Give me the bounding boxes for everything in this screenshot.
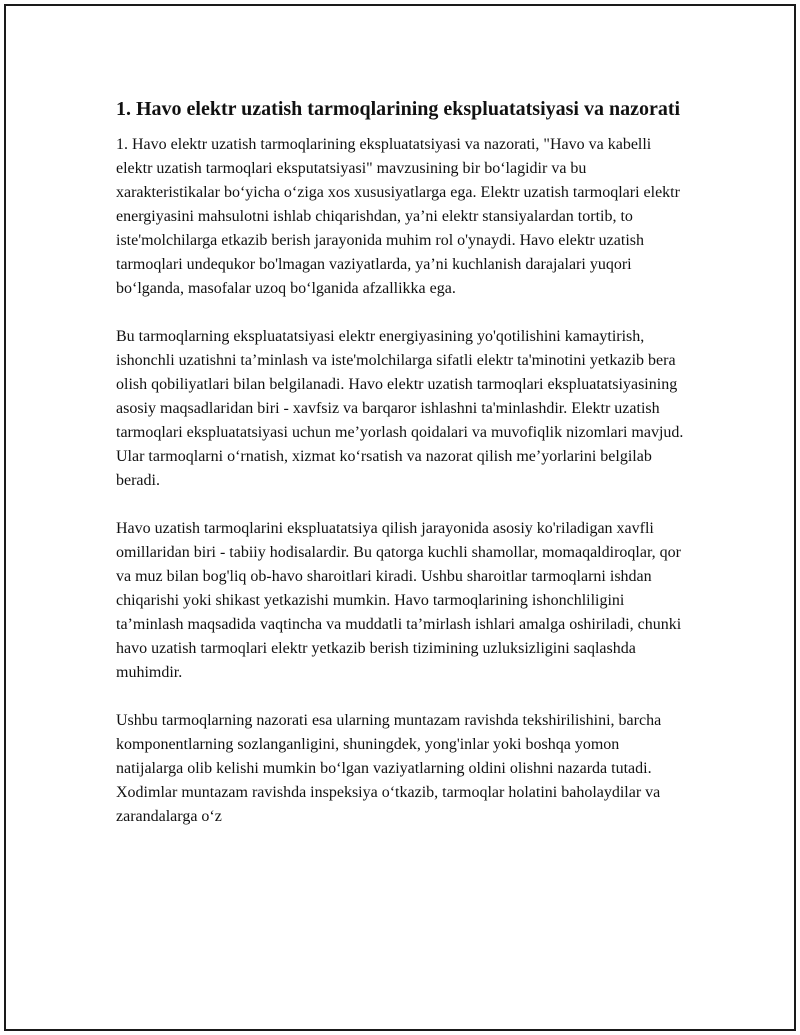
document-body (116, 96, 688, 853)
document-title: 1. Havo elektr uzatish tarmoqlarining ekspluatatsiyasi va nazorati (116, 98, 681, 120)
paragraph-1: 1. Havo elektr uzatish tarmoqlarining ekspluatatsiyasi va nazorati, "Havo va kabelli elektr uzatish tarmoqlari eksputatsiyasi" mavzusining bir bo‘lagidir va bu xarakteristikalar bo‘yicha o‘ziga xos xususiyatlarga ega. Elektr uzatish tarmoqlari elektr energiyasini mahsulotni ishlab chiqarishdan, ya’ni elektr stansiyalardan tortib, to iste'molchilarga etkazib berish jarayonida muhim rol o'ynaydi. Havo elektr uzatish tarmoqlari undequkor bo'lmagan vaziyatlarda, ya’ni kuchlanish darajalari yuqori bo‘lganda, masofalar uzoq bo‘lganida afzallikka ega. (116, 136, 680, 297)
paragraph-2: Bu tarmoqlarning ekspluatatsiyasi elektr energiyasining yo'qotilishini kamaytirish, ishonchli uzatishni ta’minlash va iste'molchilarga sifatli elektr ta'minotini yetkazib bera olish qobiliyatlari bilan belgilanadi. Havo elektr uzatish tarmoqlari ekspluatatsiyasining asosiy maqsadlaridan biri - xavfsiz va barqaror ishlashni ta'minlashdir. Elektr uzatish tarmoqlari ekspluatatsiyasi uchun me’yorlash qoidalari va muvofiqlik nizomlari mavjud. Ular tarmoqlarni o‘rnatish, xizmat ko‘rsatish va nazorat qilish me’yorlarini belgilab beradi. (116, 328, 684, 489)
paragraph-4: Ushbu tarmoqlarning nazorati esa ularning muntazam ravishda tekshirilishini, barcha komponentlarning sozlanganligini, shuningdek, yong'inlar yoki boshqa yomon natijalarga olib kelishi mumkin bo‘lgan vaziyatlarning oldini olishni nazarda tutadi. Xodimlar muntazam ravishda inspeksiya o‘tkazib, tarmoqlar holatini baholaydilar va zarandalarga o‘z (116, 712, 662, 825)
paragraph-3: Havo uzatish tarmoqlarini ekspluatatsiya qilish jarayonida asosiy ko'riladigan xavfli omillaridan biri - tabiiy hodisalardir. Bu qatorga kuchli shamollar, momaqaldiroqlar, qor va muz bilan bog'liq ob-havo sharoitlari kiradi. Ushbu sharoitlar tarmoqlarni ishdan chiqarishi yoki shikast yetkazishi mumkin. Havo tarmoqlarining ishonchliligini ta’minlash maqsadida vaqtincha va muddatli ta’mirlash ishlari amalga oshiriladi, chunki havo uzatish tarmoqlari elektr yetkazib berish tizimining uzluksizligini saqlashda muhimdir. (116, 520, 682, 681)
